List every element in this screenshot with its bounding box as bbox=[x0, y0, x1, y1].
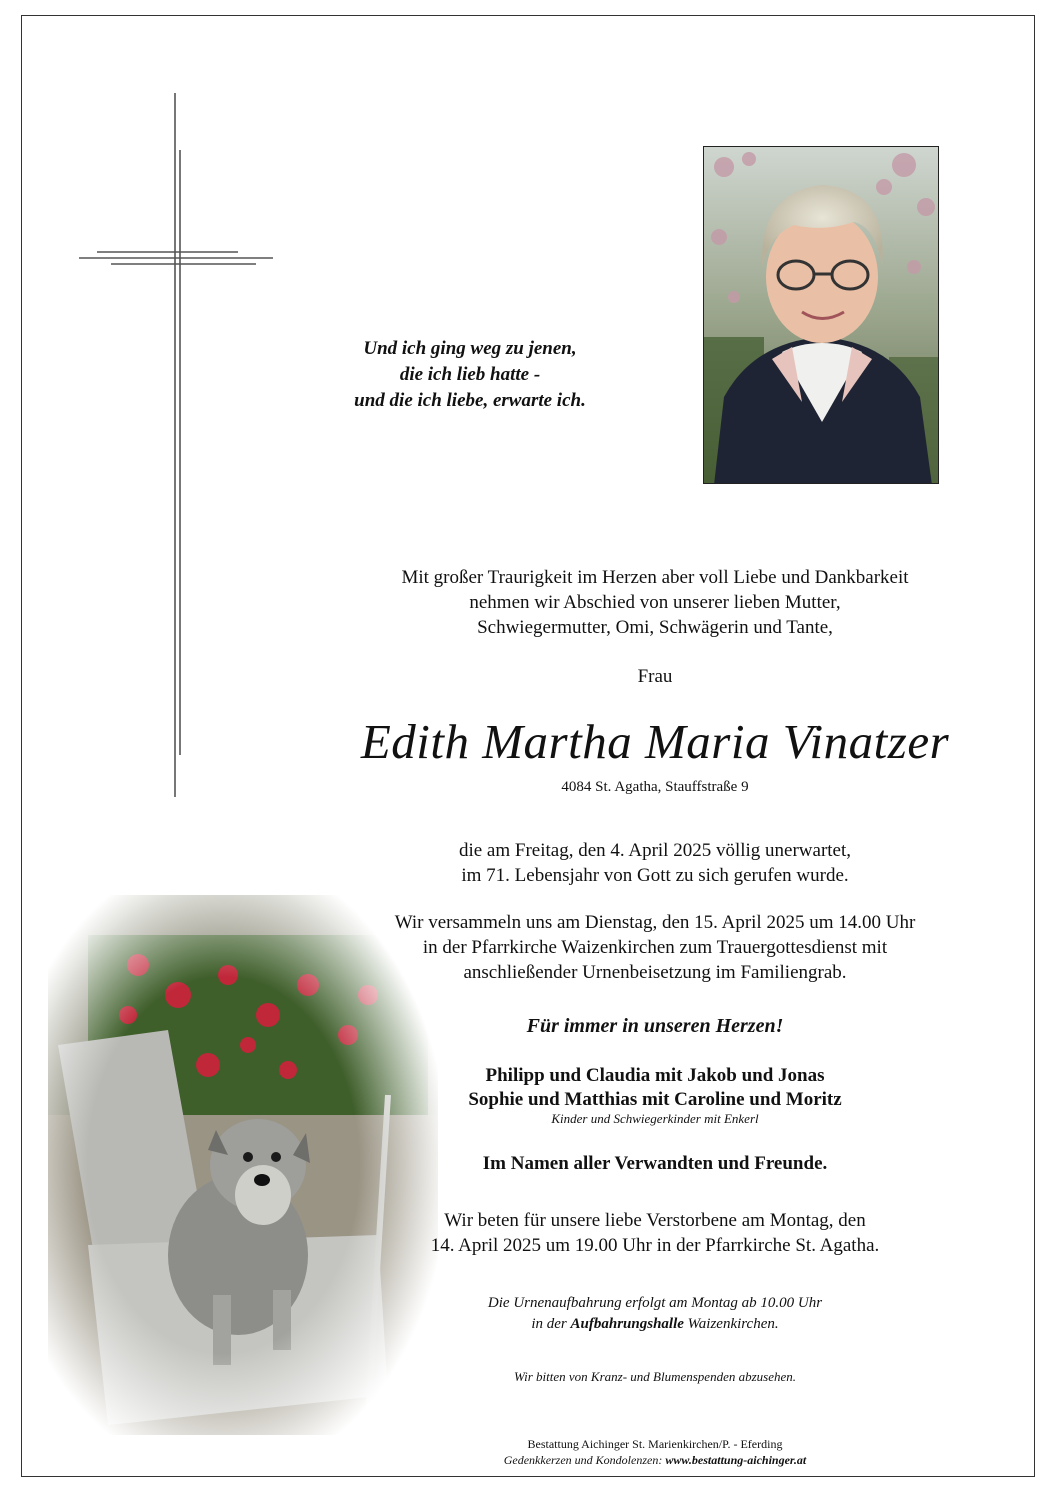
prayer-info bbox=[330, 1208, 980, 1258]
urn-hall: Aufbahrungshalle bbox=[570, 1316, 684, 1332]
quote-line: und die ich liebe, erwarte ich. bbox=[354, 390, 586, 411]
memorial-quote bbox=[290, 336, 650, 414]
footer-label: Gedenkkerzen und Kondolenzen: bbox=[503, 1453, 666, 1467]
service-line: anschließender Urnenbeisetzung im Familiengrab. bbox=[463, 962, 847, 983]
death-line: im 71. Lebensjahr von Gott zu sich gerufen wurde. bbox=[461, 865, 849, 886]
footer-condolences bbox=[330, 1452, 980, 1468]
family-list bbox=[330, 1064, 980, 1112]
service-info bbox=[330, 910, 980, 985]
urn-line: Die Urnenaufbahrung erfolgt am Montag ab 10.00 Uhr bbox=[487, 1295, 823, 1311]
family-line: Philipp und Claudia mit Jakob und Jonas bbox=[485, 1065, 825, 1086]
deceased-address: 4084 St. Agatha, Stauffstraße 9 bbox=[561, 779, 749, 795]
urn-line-pre: in der bbox=[531, 1316, 571, 1332]
intro-line: Mit großer Traurigkeit im Herzen aber voll Liebe und Dankbarkeit bbox=[401, 567, 909, 588]
urn-line-post: Waizenkirchen. bbox=[683, 1316, 779, 1332]
prayer-line: Wir beten für unsere liebe Verstorbene am Montag, den bbox=[444, 1210, 866, 1231]
urn-line bbox=[330, 1314, 980, 1335]
intro-line: nehmen wir Abschied von unserer lieben Mutter, bbox=[469, 592, 841, 613]
service-line: in der Pfarrkirche Waizenkirchen zum Trauergottesdienst mit bbox=[422, 937, 888, 958]
prayer-line: 14. April 2025 um 19.00 Uhr in der Pfarrkirche St. Agatha. bbox=[430, 1235, 880, 1256]
footer-company: Bestattung Aichinger St. Marienkirchen/P. - Eferding bbox=[527, 1437, 783, 1451]
death-notice bbox=[330, 838, 980, 888]
flowers-note: Wir bitten von Kranz- und Blumenspenden abzusehen. bbox=[514, 1369, 796, 1384]
urn-info bbox=[330, 1293, 980, 1335]
intro-line: Schwiegermutter, Omi, Schwägerin und Tante, bbox=[477, 617, 833, 638]
quote-line: Und ich ging weg zu jenen, bbox=[363, 338, 577, 359]
portrait-photo bbox=[703, 146, 939, 484]
death-line: die am Freitag, den 4. April 2025 völlig unerwartet, bbox=[458, 840, 852, 861]
service-line: Wir versammeln uns am Dienstag, den 15. April 2025 um 14.00 Uhr bbox=[394, 912, 916, 933]
forever-heading: Für immer in unseren Herzen! bbox=[526, 1015, 784, 1037]
deceased-name: Edith Martha Maria Vinatzer bbox=[360, 714, 950, 769]
intro-text bbox=[330, 565, 980, 640]
quote-line: die ich lieb hatte - bbox=[399, 364, 541, 385]
salutation: Frau bbox=[637, 666, 673, 687]
family-line: Sophie und Matthias mit Caroline und Moritz bbox=[468, 1089, 842, 1110]
family-subtitle: Kinder und Schwiegerkinder mit Enkerl bbox=[551, 1111, 759, 1126]
relatives-line: Im Namen aller Verwandten und Freunde. bbox=[482, 1153, 828, 1174]
footer-website-link[interactable]: www.bestattung-aichinger.at bbox=[665, 1453, 807, 1467]
footer bbox=[330, 1436, 980, 1468]
